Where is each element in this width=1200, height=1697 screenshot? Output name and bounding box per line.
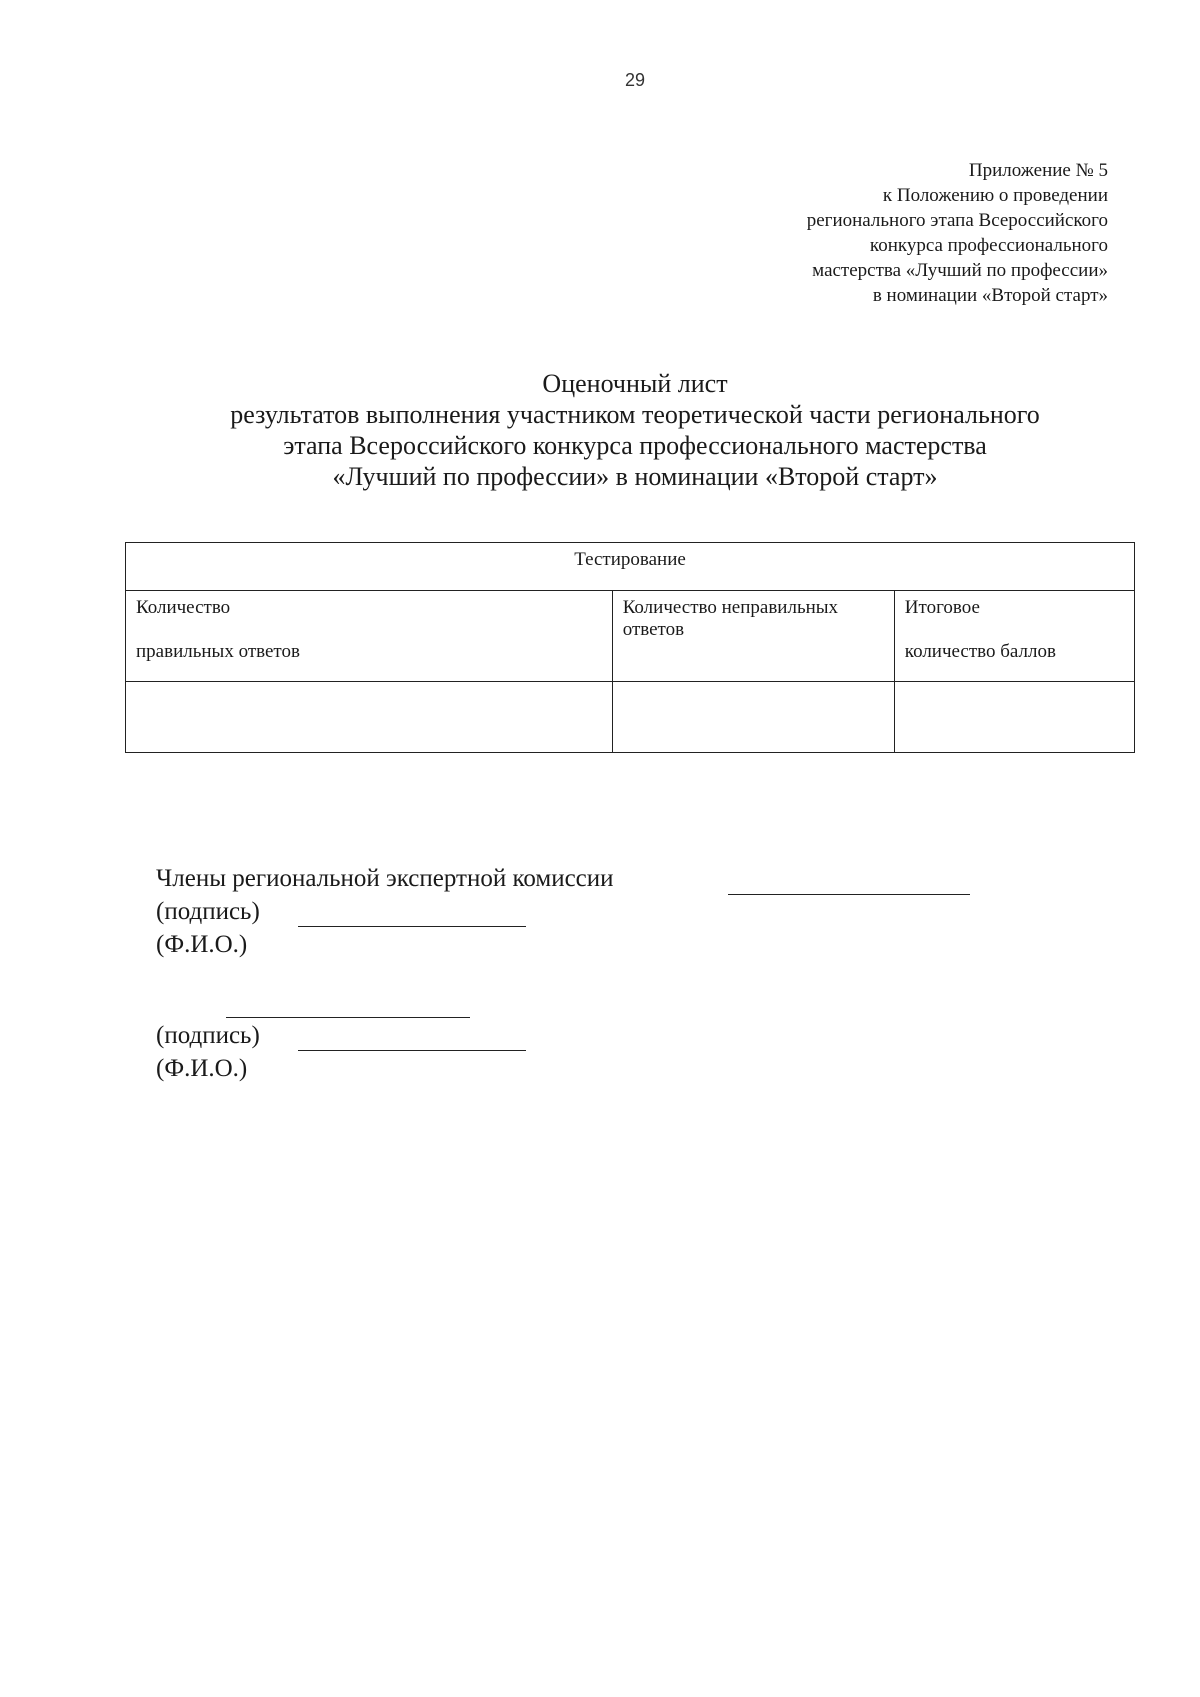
title-line: Оценочный лист bbox=[542, 369, 728, 398]
column-header-text: правильных ответов bbox=[136, 641, 300, 662]
column-header-text: Количество неправильных ответов bbox=[622, 597, 839, 640]
signature-label: (подпись) bbox=[156, 898, 260, 925]
name-label: (Ф.И.О.) bbox=[156, 1055, 248, 1082]
appendix-line: регионального этапа Всероссийского bbox=[806, 210, 1108, 231]
signature-line[interactable] bbox=[226, 1017, 470, 1018]
table-caption: Тестирование bbox=[126, 543, 1135, 591]
title-line: «Лучший по профессии» в номинации «Второй старт» bbox=[332, 462, 938, 491]
commission-label: Члены региональной экспертной комиссии bbox=[156, 865, 614, 892]
name-label: (Ф.И.О.) bbox=[156, 931, 248, 958]
title-line: результатов выполнения участником теоретической части регионального bbox=[230, 400, 1040, 429]
column-header-text: Итоговое bbox=[904, 597, 980, 618]
column-header-text: Количество bbox=[136, 597, 231, 618]
column-header-text: количество баллов bbox=[904, 641, 1056, 662]
appendix-line: в номинации «Второй старт» bbox=[872, 285, 1108, 306]
signature-line[interactable] bbox=[728, 894, 970, 895]
title-line: этапа Всероссийского конкурса профессионального мастерства bbox=[283, 431, 987, 460]
appendix-line: мастерства «Лучший по профессии» bbox=[812, 260, 1108, 281]
appendix-line: к Положению о проведении bbox=[882, 185, 1108, 206]
signature-line[interactable] bbox=[298, 1050, 526, 1051]
appendix-line: конкурса профессионального bbox=[869, 235, 1108, 256]
signature-label: (подпись) bbox=[156, 1022, 260, 1049]
page-number: 29 bbox=[624, 70, 646, 90]
signature-line[interactable] bbox=[298, 926, 526, 927]
appendix-line: Приложение № 5 bbox=[968, 160, 1108, 181]
